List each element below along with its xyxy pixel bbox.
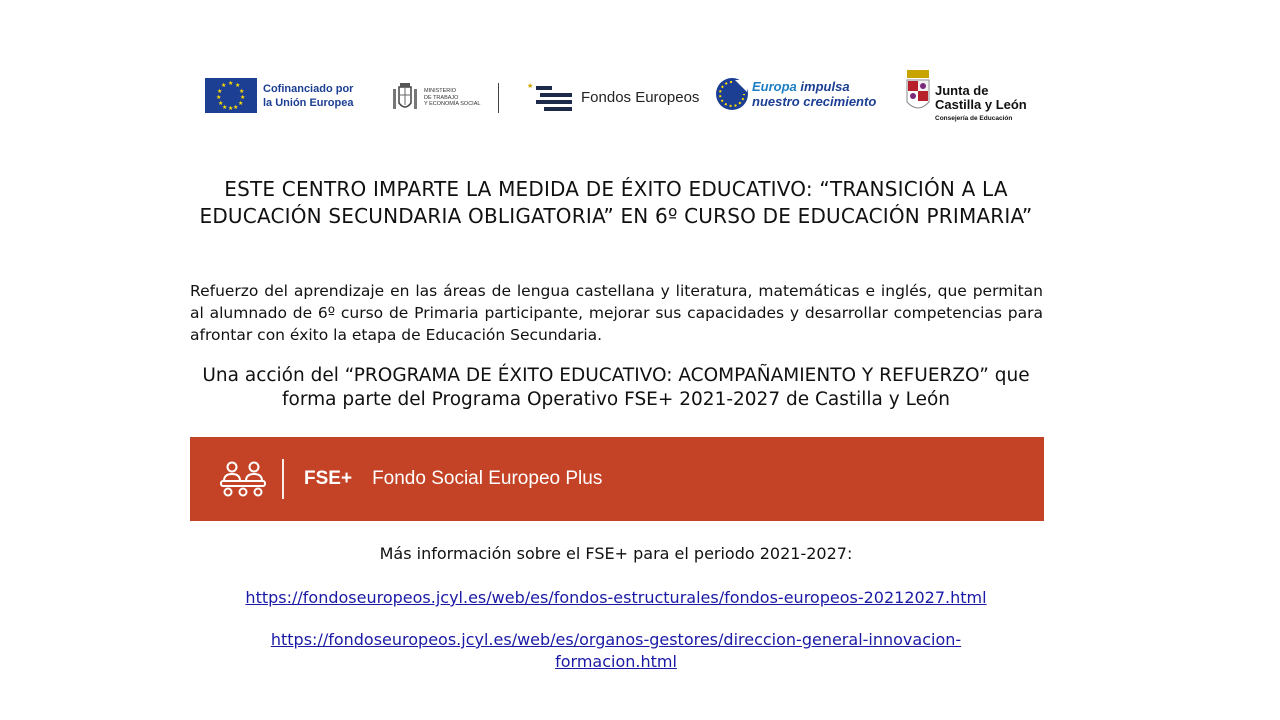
ministerio-line1: MINISTERIO: [424, 88, 457, 95]
eu-logo-line2: la Unión Europea: [263, 96, 354, 109]
program-statement: Una acción del “PROGRAMA DE ÉXITO EDUCATIVO: ACOMPAÑAMIENTO Y REFUERZO” que forma parte del Programa Operativo FSE+ 2021-2027 de Castilla y León: [202, 365, 1030, 410]
banner-full-name: Fondo Social Europeo Plus: [372, 468, 603, 489]
link-fondos-europeos-2021-2027[interactable]: https://fondoseuropeos.jcyl.es/web/es/fondos-estructurales/fondos-europeos-20212027.html: [245, 588, 987, 607]
fondos-europeos-logo: [527, 80, 699, 114]
impulsa-word2: impulsa: [800, 79, 850, 94]
svg-text:★: ★: [527, 82, 534, 90]
impulsa-line2: nuestro crecimiento: [752, 94, 877, 109]
fondos-europeos-label: Fondos Europeos: [581, 88, 700, 106]
eu-circle-emblem-icon: [715, 76, 749, 112]
junta-line1: Junta de: [935, 83, 989, 98]
impulsa-word1: Europa: [752, 79, 797, 94]
description-paragraph: Refuerzo del aprendizaje en las áreas de lengua castellana y literatura, matemáticas e inglés, que permitan al alumnado de 6º curso de Primaria participante, mejorar sus capacidades y desarrollar competencias para afrontar con éxito la etapa de Educación Secundaria.: [190, 282, 1043, 344]
junta-sub: Consejería de Educación: [935, 115, 1013, 122]
ministerio-logo: [390, 80, 499, 116]
banner-divider: [282, 459, 284, 499]
page-title: ESTE CENTRO IMPARTE LA MEDIDA DE ÉXITO EDUCATIVO: “TRANSICIÓN A LA EDUCACIÓN SECUNDARIA OBLIGATORIA” EN 6º CURSO DE EDUCACIÓN PRIMARIA”: [199, 177, 1033, 228]
more-info-text: Más información sobre el FSE+ para el periodo 2021-2027:: [379, 544, 853, 563]
castilla-leon-shield-icon: [905, 68, 931, 116]
junta-line2: Castilla y León: [935, 97, 1027, 112]
ministerio-divider: [498, 83, 499, 113]
people-group-icon: [218, 459, 270, 499]
fse-banner: [190, 437, 1044, 521]
junta-castilla-leon-logo: [905, 68, 1027, 122]
logo-strip: [205, 66, 1035, 128]
banner-short-name: FSE+: [304, 468, 353, 489]
ministerio-line2: DE TRABAJO: [424, 94, 459, 101]
eu-cofinanced-logo: [205, 78, 353, 113]
ministerio-line3: Y ECONOMÍA SOCIAL: [424, 101, 481, 108]
eu-flag-icon: ★ ★ ★ ★ ★ ★ ★ ★ ★ ★ ★ ★: [205, 78, 257, 113]
fondos-europeos-mark-icon: [527, 80, 573, 114]
europa-impulsa-logo: [715, 76, 876, 112]
link-direccion-general-innovacion[interactable]: https://fondoseuropeos.jcyl.es/web/es/organos-gestores/direccion-general-innovacion-formacion.html: [270, 630, 962, 671]
spain-coat-of-arms-icon: [390, 81, 420, 115]
eu-logo-line1: Cofinanciado por: [263, 82, 354, 95]
